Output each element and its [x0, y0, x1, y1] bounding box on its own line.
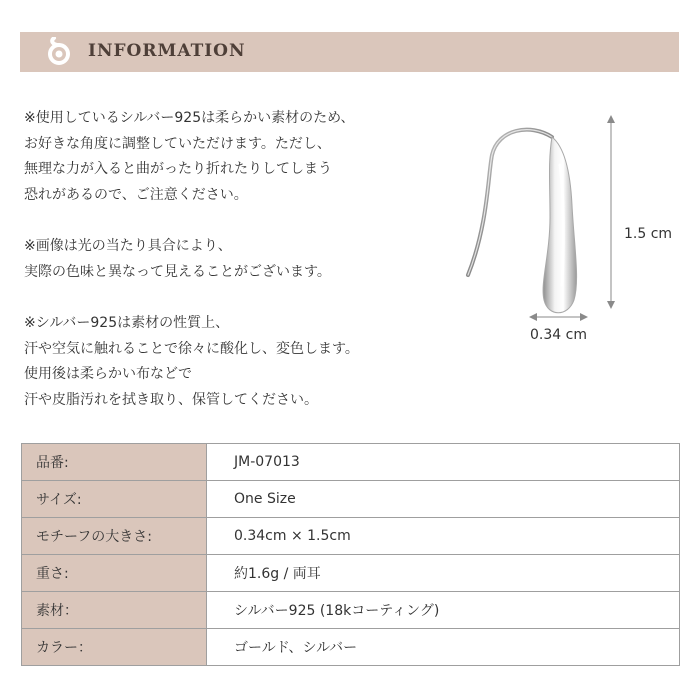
table-row	[22, 592, 680, 629]
note-line: ※画像は光の当たり具合により、	[24, 238, 232, 254]
notes-block	[24, 106, 444, 439]
table-row	[22, 518, 680, 555]
height-dimension-arrow	[607, 115, 615, 309]
brand-swirl-icon	[44, 37, 74, 67]
note-paragraph-oxidation	[24, 311, 444, 413]
note-line: 汗や空気に触れることで徐々に酸化し、変色します。	[24, 340, 359, 357]
spec-value: シルバー925 (18kコーティング)	[207, 592, 680, 629]
table-row	[22, 481, 680, 518]
note-line: ※シルバー925は素材の性質上、	[24, 315, 230, 331]
spec-value: 0.34cm × 1.5cm	[207, 518, 680, 555]
spec-label: サイズ:	[22, 481, 207, 518]
note-line: ※使用しているシルバー925は柔らかい素材のため、	[24, 110, 355, 126]
note-line: 使用後は柔らかい布などで	[24, 366, 192, 382]
spec-label: 素材：	[22, 592, 207, 629]
spec-table	[21, 443, 680, 666]
spec-label: カラー：	[22, 629, 207, 666]
table-row	[22, 555, 680, 592]
spec-label: 重さ:	[22, 555, 207, 592]
note-paragraph-color	[24, 234, 444, 285]
note-line: 実際の色味と異なって見えることがございます。	[24, 263, 331, 280]
note-line: 恐れがあるので、ご注意ください。	[24, 186, 248, 203]
spec-value: 約1.6g / 両耳	[207, 555, 680, 592]
spec-label: モチーフの大きさ:	[22, 518, 207, 555]
height-label: 1.5 cm	[624, 226, 673, 242]
width-dimension-arrow	[529, 313, 588, 321]
table-row	[22, 444, 680, 481]
table-row	[22, 629, 680, 666]
note-line: お好きな角度に調整していただけます。ただし、	[24, 135, 331, 152]
width-label: 0.34 cm	[530, 327, 587, 343]
note-line: 汗や皮脂汚れを拭き取り、保管してください。	[24, 391, 318, 408]
note-line: 無理な力が入ると曲がったり折れたりしてしまう	[24, 161, 332, 177]
spec-value: One Size	[207, 481, 680, 518]
information-banner	[20, 32, 679, 72]
note-paragraph-adjustable	[24, 106, 444, 208]
section-title: INFORMATION	[88, 41, 246, 61]
spec-value: ゴールド、シルバー	[207, 629, 680, 666]
spec-label: 品番:	[22, 444, 207, 481]
spec-value: JM-07013	[207, 444, 680, 481]
earring-figure	[440, 105, 690, 365]
